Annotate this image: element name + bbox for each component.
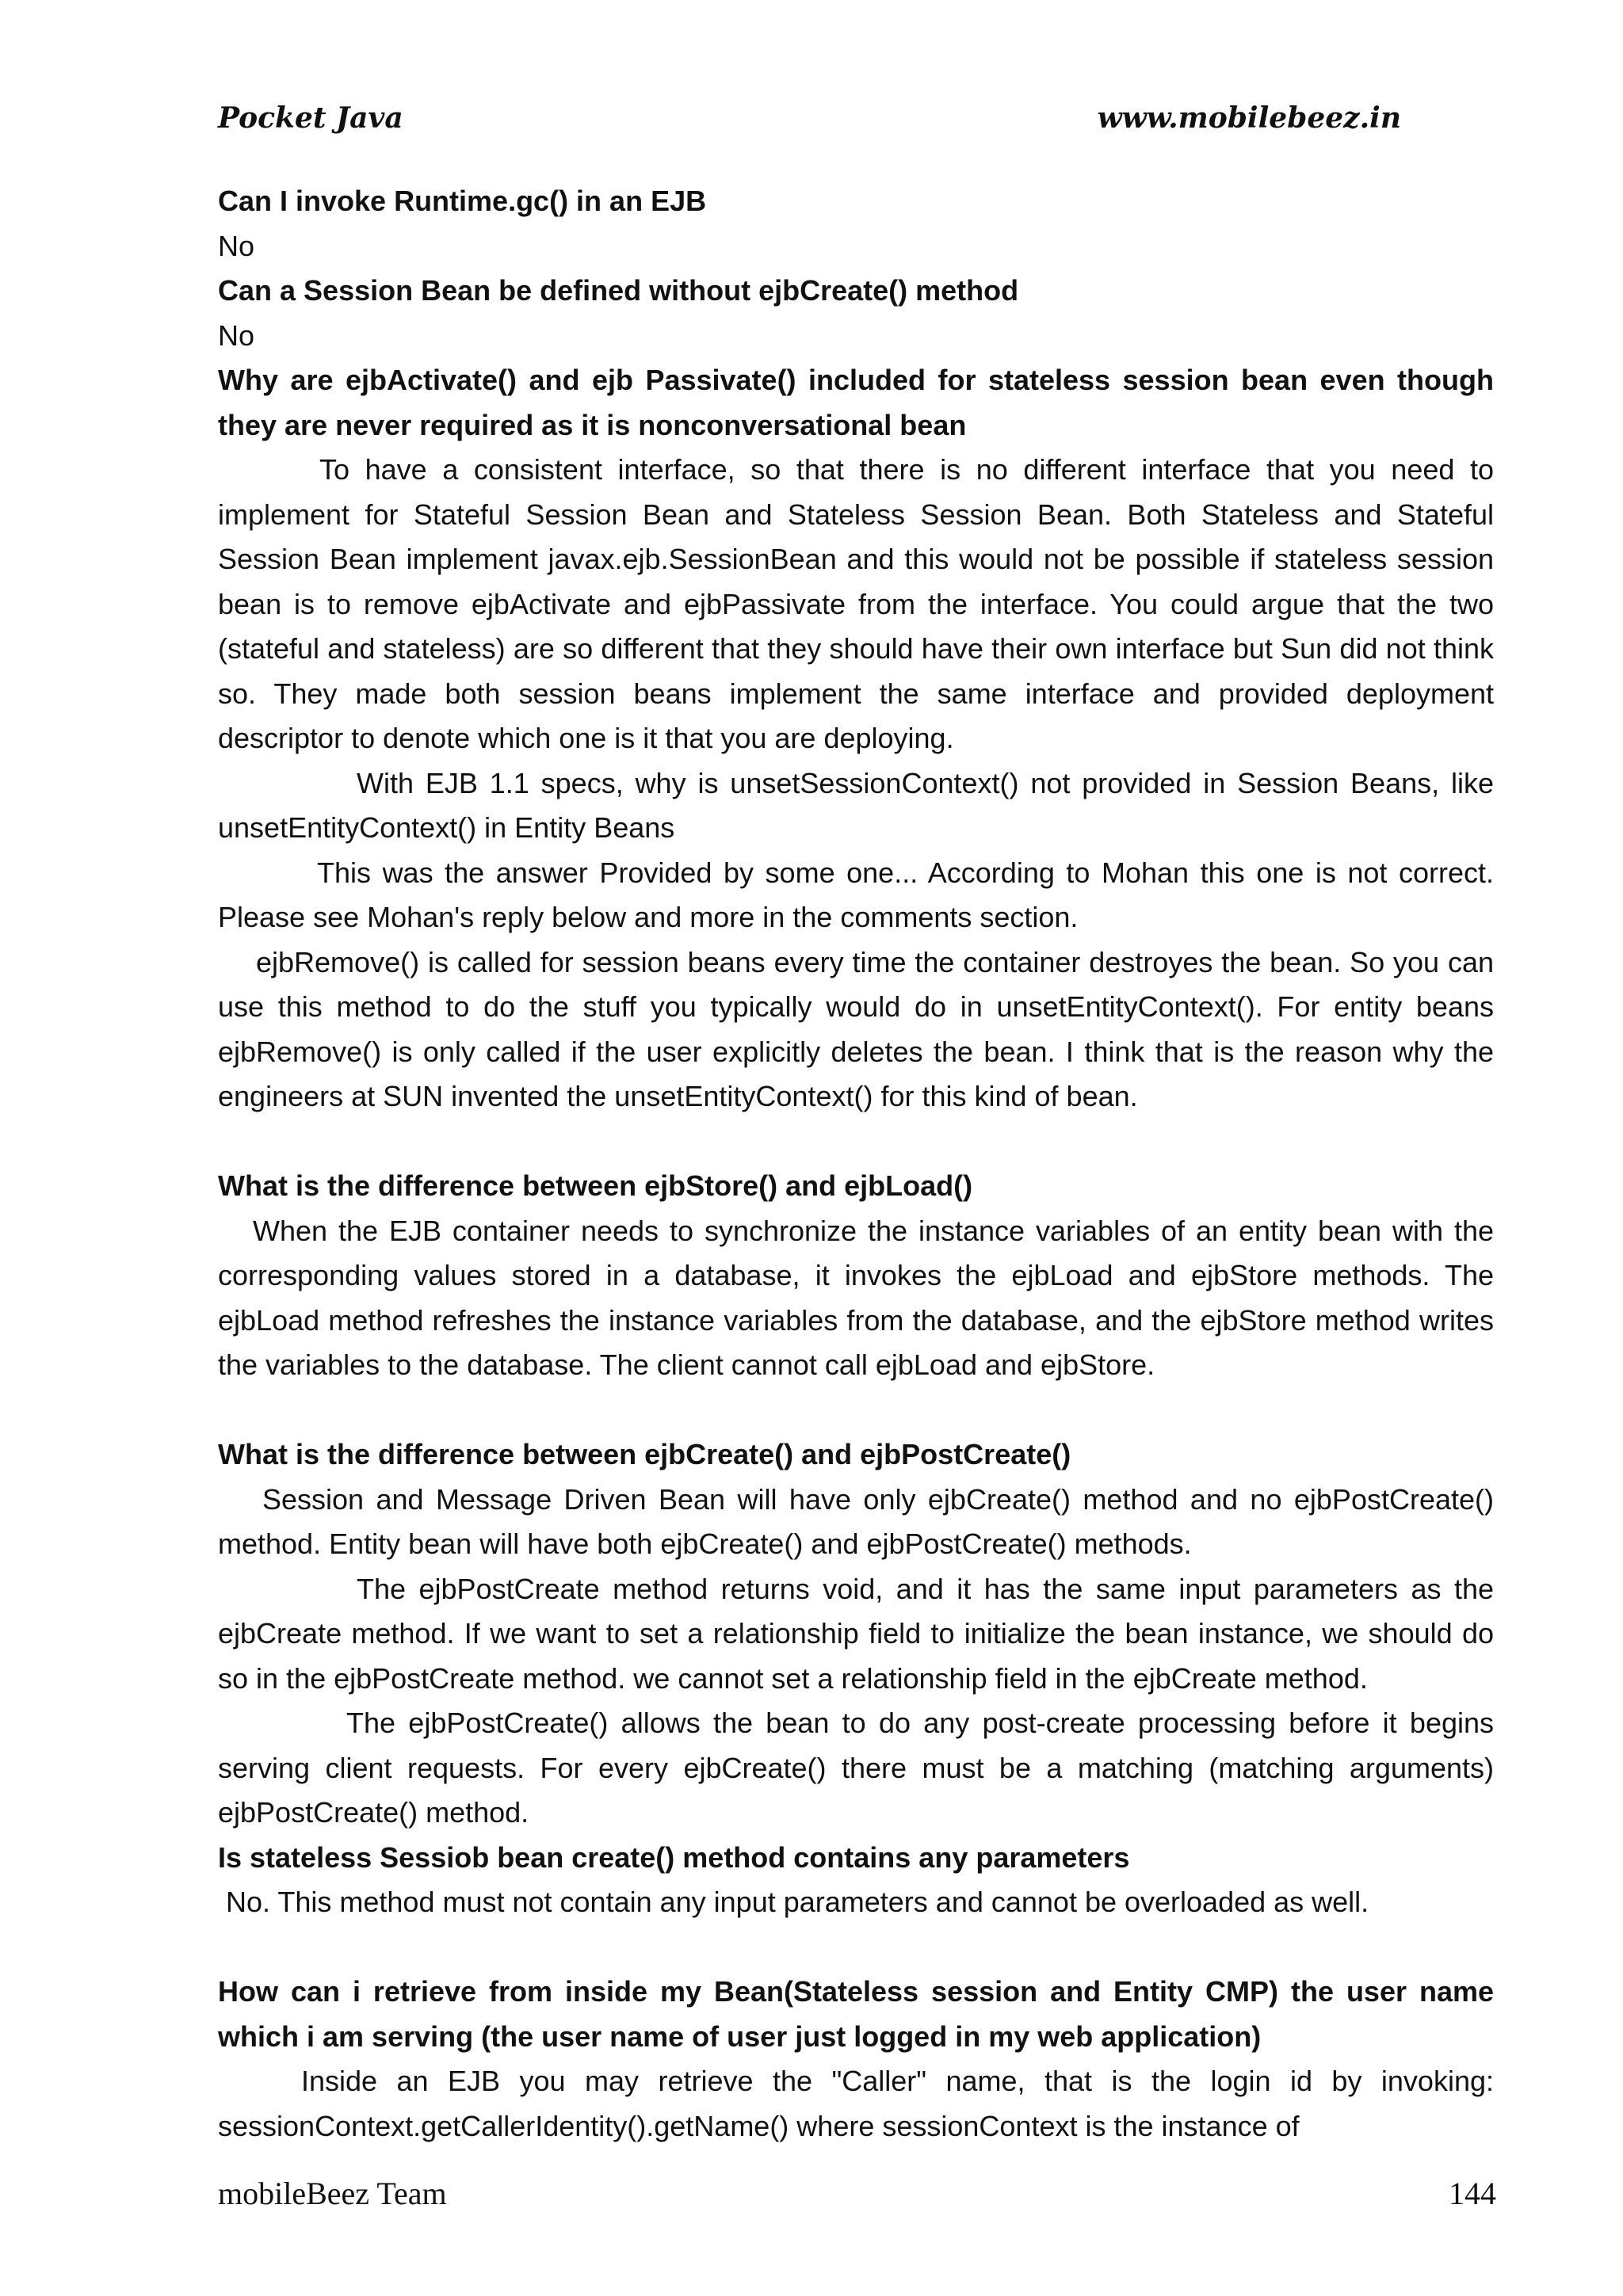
question-runtime-gc: Can I invoke Runtime.gc() in an EJB [218,185,707,217]
answer-unsetsessioncontext: ejbRemove() is called for session beans every time the container destroyes the bean. So you can use this method to do the stuff you typically would do in unsetEntityContext(). For entity beans ejbRemove() is only called if the user explicitly deletes the bean. I think that is the reason why the engineers at SUN invented the unsetEntityContext() for this kind of bean. [218,945,1494,1112]
answer-session-bean-ejbcreate: No [218,318,255,352]
question-retrieve-caller-name: How can i retrieve from inside my Bean(Stateless session and Entity CMP) the user name which i am serving (the user name of user just logged in my web application) [218,1975,1494,2053]
footer-team: mobileBeez Team [218,2176,447,2211]
answer-ejbstore-ejbload: When the EJB container needs to synchronize the instance variables of an entity bean with the corresponding values stored in a database, it invokes the ejbLoad and ejbStore methods. The ejbLoad method refreshes the instance variables from the database, and the ejbStore method writes the variables to the database. The client cannot call ejbLoad and ejbStore. [218,1214,1494,1381]
answer-retrieve-caller-name: Inside an EJB you may retrieve the "Caller" name, that is the login id by invoking: sessionContext.getCallerIdentity().getName() where sessionContext is the instance of [218,2065,1494,2142]
paragraph-gap [218,1388,1494,1433]
page-body [218,179,1494,2149]
page-number: 144 [1449,2176,1496,2211]
question-stateless-create-params: Is stateless Sessiob bean create() method contains any parameters [218,1840,1130,1874]
question-unsetsessioncontext: With EJB 1.1 specs, why is unsetSessionContext() not provided in Session Beans, like unsetEntityContext() in Entity Beans [218,766,1494,844]
question-session-bean-ejbcreate: Can a Session Bean be defined without ejbCreate() method [218,274,1019,307]
answer-ejbcreate-ejbpostcreate-2: The ejbPostCreate method returns void, and it has the same input parameters as the ejbCreate method. If we want to set a relationship field to initialize the bean instance, we should do so in the ejbPostCreate method. we cannot set a relationship field in the ejbCreate method. [218,1572,1494,1695]
question-ejbactivate-passivate: Why are ejbActivate() and ejb Passivate() included for stateless session bean even though they are never required as it is nonconversational bean [218,364,1494,441]
question-ejbcreate-ejbpostcreate: What is the difference between ejbCreate() and ejbPostCreate() [218,1438,1071,1470]
answer-runtime-gc: No [218,229,255,262]
answer-unsetsessioncontext-note: This was the answer Provided by some one... According to Mohan this one is not correct. Please see Mohan's reply below and more in the comments section. [218,856,1494,933]
paragraph-gap [218,1925,1494,1970]
answer-stateless-create-params: No. This method must not contain any input parameters and cannot be overloaded as well. [226,1886,1369,1918]
paragraph-gap [218,1119,1494,1165]
header-title: Pocket Java [218,101,403,135]
answer-ejbactivate-passivate: To have a consistent interface, so that there is no different interface that you need to implement for Stateful Session Bean and Stateless Session Bean. Both Stateless and Stateful Session Bean implement javax.ejb.SessionBean and this would not be possible if stateless session bean is to remove ejbActivate and ejbPassivate from the interface. You could argue that the two (stateful and stateless) are so different that they should have their own interface but Sun did not think so. They made both session beans implement the same interface and provided deployment descriptor to denote which one is it that you are deploying. [218,453,1494,754]
question-ejbstore-ejbload: What is the difference between ejbStore() and ejbLoad() [218,1169,973,1202]
header-url: www.mobilebeez.in [1097,101,1401,135]
answer-ejbcreate-ejbpostcreate-3: The ejbPostCreate() allows the bean to do any post-create processing before it begins serving client requests. For every ejbCreate() there must be a matching (matching arguments) ejbPostCreate() method. [218,1707,1494,1829]
answer-ejbcreate-ejbpostcreate-1: Session and Message Driven Bean will have only ejbCreate() method and no ejbPostCreate() method. Entity bean will have both ejbCreate() and ejbPostCreate() methods. [218,1482,1494,1560]
